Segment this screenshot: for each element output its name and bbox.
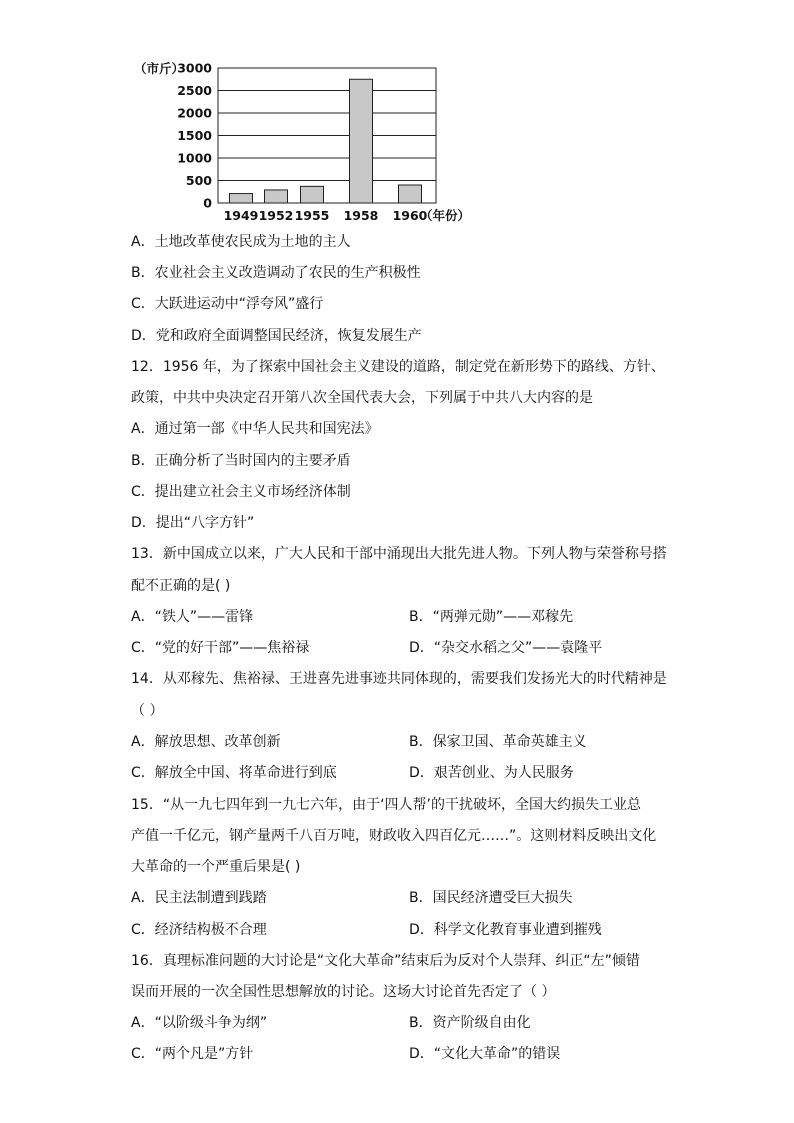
x-tick-label: 1955 <box>294 208 330 223</box>
q15-option-a[interactable]: A．民主法制遭到践踏 <box>131 890 267 906</box>
y-tick-label: 1500 <box>177 128 212 143</box>
q13-stem-line2: 配不正确的是( ) <box>131 578 231 594</box>
y-tick-label: 0 <box>203 195 212 211</box>
q15-stem-line3: 大革命的一个严重后果是( ) <box>131 859 301 875</box>
q16-stem-line1: 16．真理标准问题的大讨论是“文化大革命”结束后为反对个人崇拜、纠正“左”倾错 <box>131 953 640 969</box>
q15-option-b[interactable]: B．国民经济遭受巨大损失 <box>409 890 573 906</box>
q11-option-b[interactable]: B．农业社会主义改造调动了农民的生产积极性 <box>131 265 421 281</box>
q13-option-d[interactable]: D．“杂交水稻之父”——袁隆平 <box>409 640 603 656</box>
y-tick-label: 1000 <box>177 150 212 166</box>
q15-stem-line2: 产值一千亿元，钢产量两千八百万吨，财政收入四百亿元……”。这则材料反映出文化 <box>131 828 657 844</box>
bar-chart <box>128 58 488 226</box>
q16-option-c[interactable]: C．“两个凡是”方针 <box>131 1046 254 1062</box>
bar-1958 <box>350 79 373 203</box>
q12-stem-line1: 12．1956 年，为了探索中国社会主义建设的道路，制定党在新形势下的路线、方针、 <box>131 359 665 375</box>
x-axis-label: （年份） <box>420 208 471 223</box>
q16-option-b[interactable]: B．资产阶级自由化 <box>409 1015 531 1031</box>
q15-option-d[interactable]: D．科学文化教育事业遭到摧残 <box>409 922 602 938</box>
y-tick-label: 2000 <box>177 105 212 121</box>
q12-option-d[interactable]: D．提出“八字方针” <box>131 515 255 531</box>
q14-stem-line2: （ ） <box>131 703 164 719</box>
q15-option-c[interactable]: C．经济结构极不合理 <box>131 922 267 938</box>
q14-option-c[interactable]: C．解放全中国、将革命进行到底 <box>131 765 337 781</box>
y-tick-label: 3000 <box>177 60 212 76</box>
q12-option-c[interactable]: C．提出建立社会主义市场经济体制 <box>131 484 351 500</box>
q11-option-d[interactable]: D．党和政府全面调整国民经济，恢复发展生产 <box>131 328 422 344</box>
bar-1960 <box>399 185 422 203</box>
bar-1952 <box>265 190 288 203</box>
q13-option-a[interactable]: A．“铁人”——雷锋 <box>131 609 254 625</box>
grid-lines <box>218 68 436 203</box>
q16-option-d[interactable]: D．“文化大革命”的错误 <box>409 1046 561 1062</box>
y-tick-labels <box>177 61 212 211</box>
x-tick-label: 1952 <box>258 208 294 223</box>
q15-stem-line1: 15．“从一九七四年到一九七六年，由于‘四人帮’的干扰破坏，全国大约损失工业总 <box>131 797 641 813</box>
q14-option-a[interactable]: A．解放思想、改革创新 <box>131 734 281 750</box>
q12-stem-line2: 政策，中共中央决定召开第八次全国代表大会，下列属于中共八大内容的是 <box>131 390 593 406</box>
q14-option-b[interactable]: B．保家卫国、革命英雄主义 <box>409 734 587 750</box>
x-tick-label: 1960 <box>392 208 428 223</box>
q14-option-d[interactable]: D．艰苦创业、为人民服务 <box>409 765 574 781</box>
q16-option-a[interactable]: A．“以阶级斗争为纲” <box>131 1015 268 1031</box>
q12-option-a[interactable]: A．通过第一部《中华人民共和国宪法》 <box>131 421 379 437</box>
y-tick-label: 2500 <box>177 83 212 98</box>
q13-option-b[interactable]: B．“两弹元勋”——邓稼先 <box>409 609 574 625</box>
y-axis-label: （市斤） <box>134 61 185 76</box>
q12-option-b[interactable]: B．正确分析了当时国内的主要矛盾 <box>131 453 351 469</box>
bar-1955 <box>301 186 324 203</box>
q16-stem-line2: 误而开展的一次全国性思想解放的讨论。这场大讨论首先否定了（ ） <box>131 984 556 1000</box>
bar-1949 <box>230 194 253 203</box>
q11-option-c[interactable]: C．大跃进运动中“浮夸风”盛行 <box>131 296 324 312</box>
q11-option-a[interactable]: A．土地改革使农民成为土地的主人 <box>131 234 351 250</box>
q13-option-c[interactable]: C．“党的好干部”——焦裕禄 <box>131 640 310 656</box>
q14-stem-line1: 14．从邓稼先、焦裕禄、王进喜先进事迹共同体现的，需要我们发扬光大的时代精神是 <box>131 671 667 687</box>
x-tick-label: 1949 <box>223 208 259 223</box>
bars <box>230 79 422 203</box>
x-tick-label: 1958 <box>343 208 379 223</box>
x-tick-labels <box>224 208 428 223</box>
y-tick-label: 500 <box>185 173 212 188</box>
q13-stem-line1: 13．新中国成立以来，广大人民和干部中涌现出大批先进人物。下列人物与荣誉称号搭 <box>131 546 667 562</box>
